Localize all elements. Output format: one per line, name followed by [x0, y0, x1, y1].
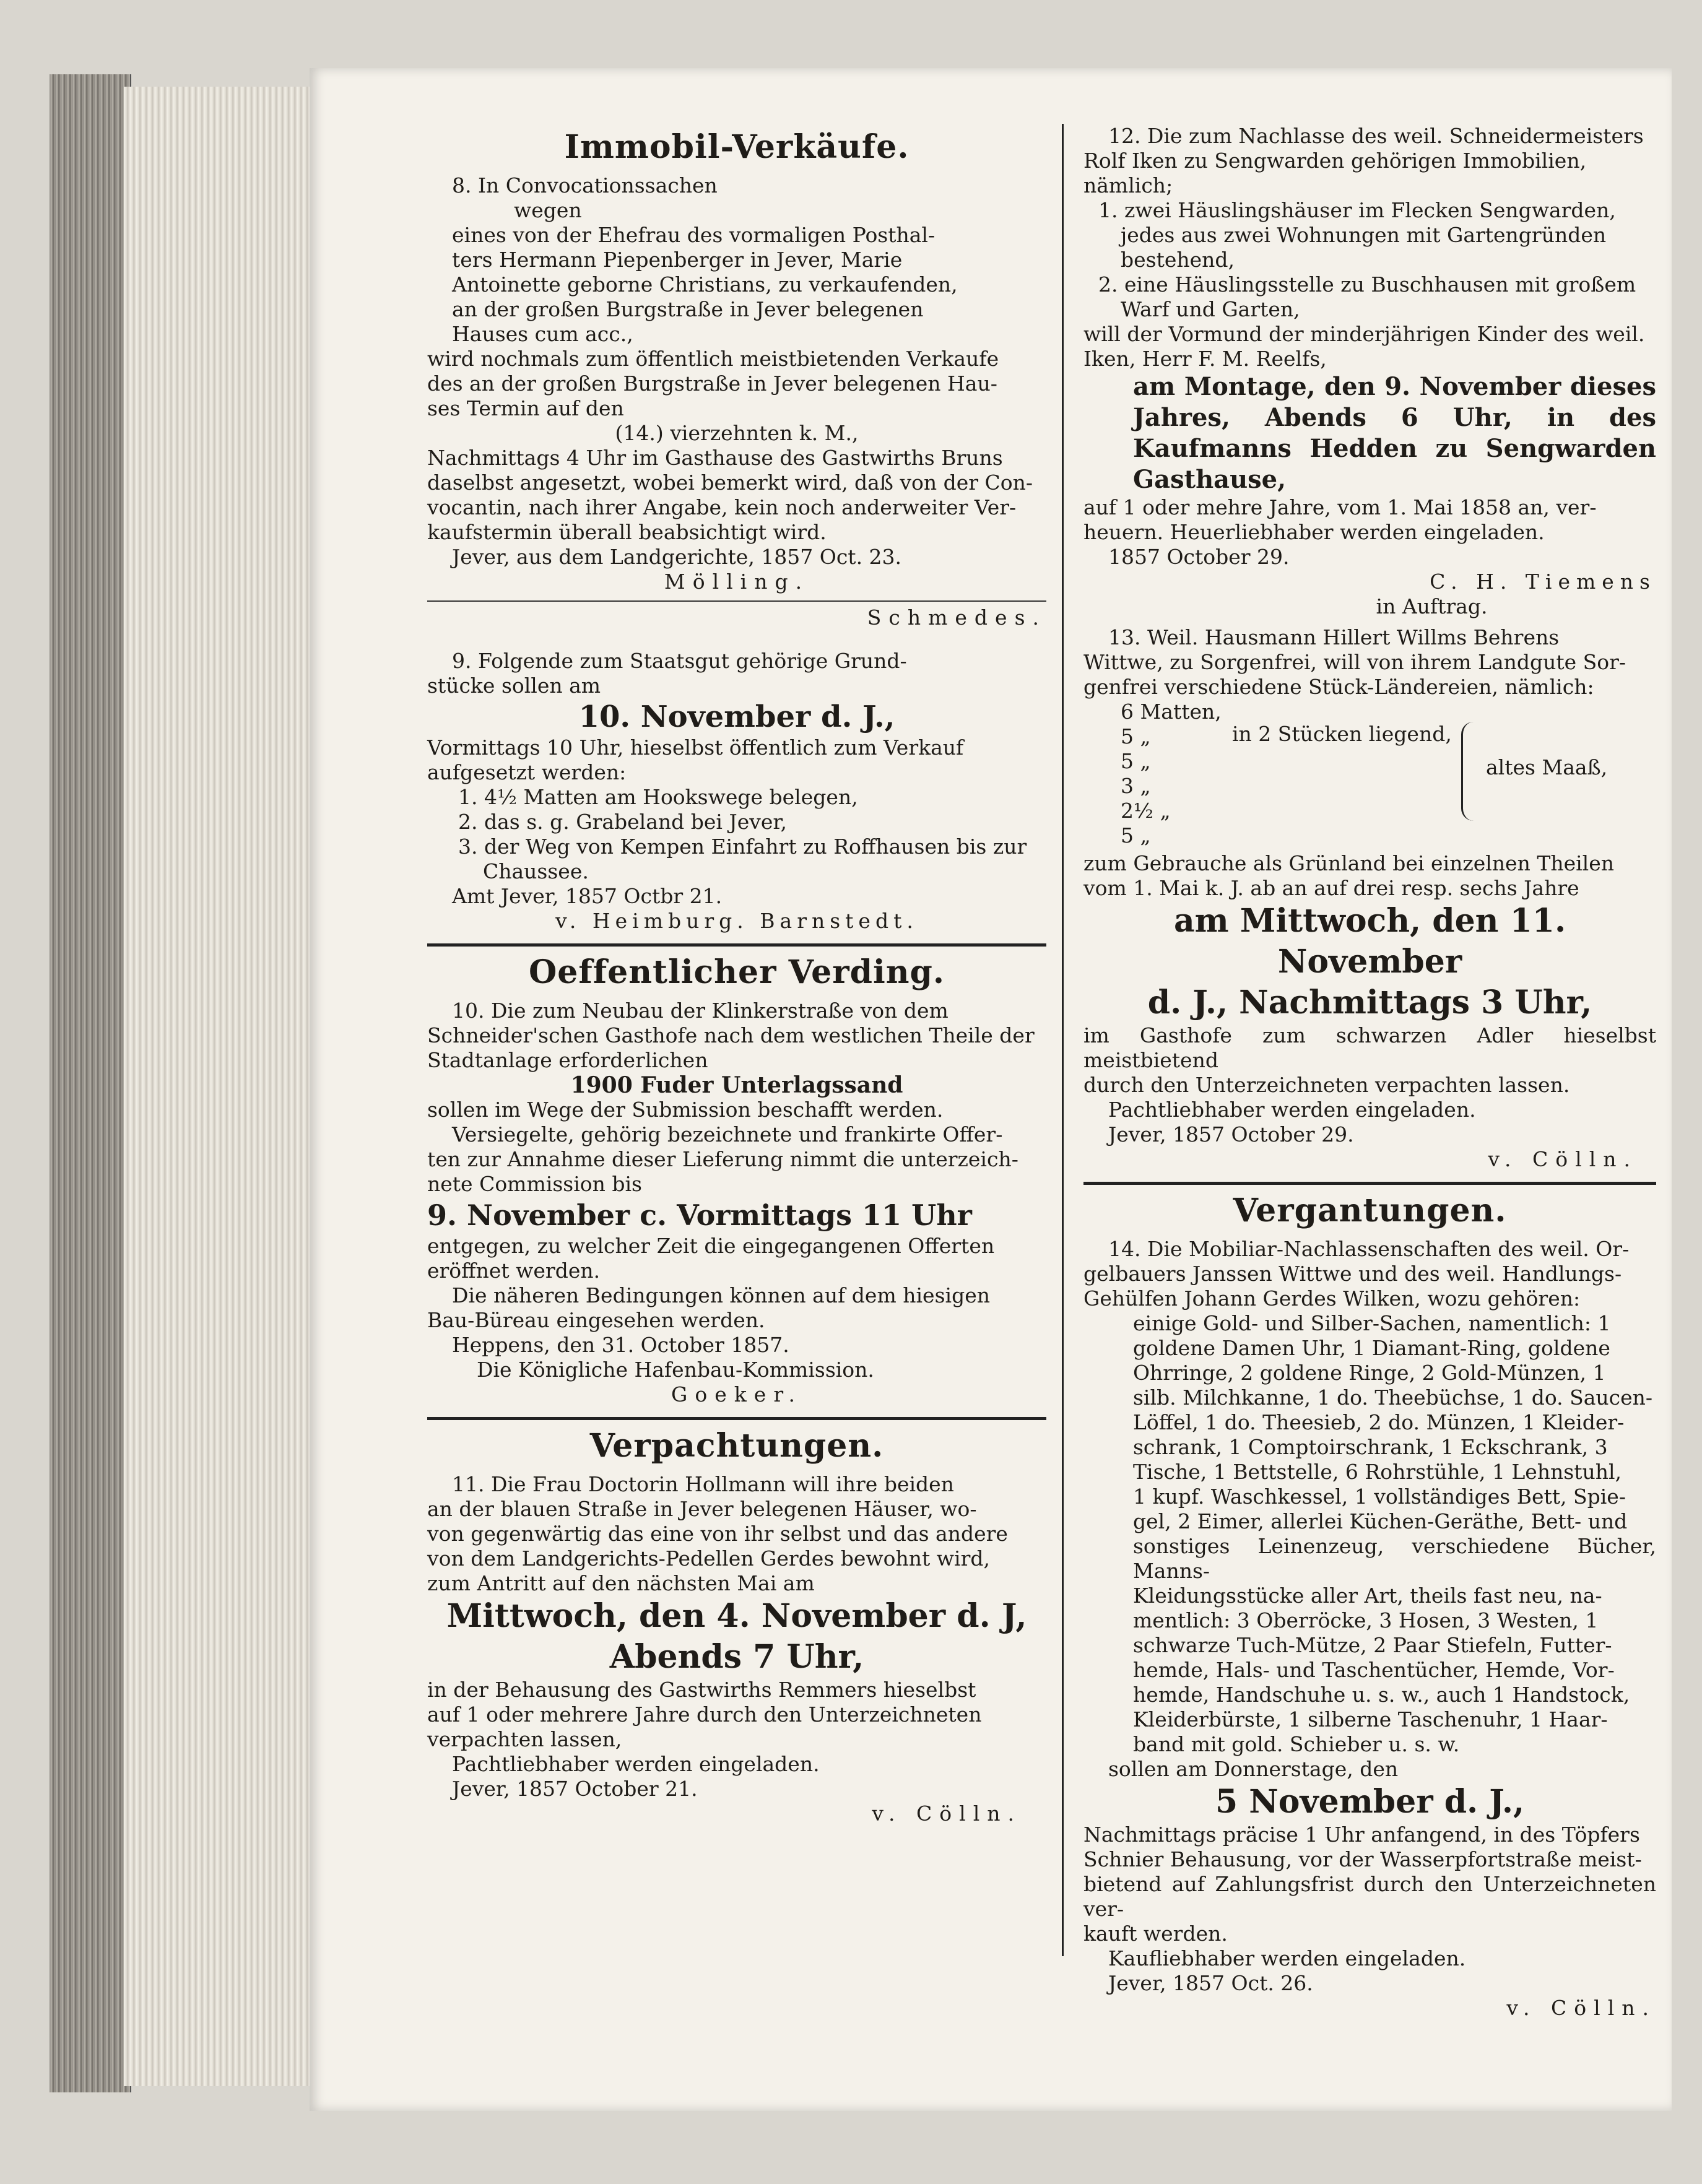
- ad-10-line: eröffnet werden.: [427, 1259, 601, 1283]
- ad-8-place: Jever, aus dem Landgerichte, 1857 Oct. 23.: [452, 545, 902, 569]
- ad-14-line: Schnier Behausung, vor der Wasserpfortstraße meist-: [1083, 1847, 1642, 1871]
- ad-13-line: genfrei verschiedene Stück-Ländereien, nämlich:: [1083, 675, 1594, 699]
- ad-9-date: 10. November d. J.,: [578, 700, 895, 734]
- ad-10-place: Heppens, den 31. October 1857.: [452, 1333, 789, 1357]
- ad-14-line: Kleiderbürste, 1 silberne Taschenuhr, 1 Haar-: [1133, 1707, 1608, 1731]
- ad-13-place: Jever, 1857 October 29.: [1108, 1122, 1354, 1146]
- ad-14-date: 5 November d. J.,: [1215, 1783, 1525, 1821]
- ad-11-line: auf 1 oder mehrere Jahre durch den Unterzeichneten: [427, 1702, 982, 1727]
- ad-9-line: aufgesetzt werden:: [427, 760, 627, 784]
- ad-11-line: zum Antritt auf den nächsten Mai am: [427, 1571, 815, 1595]
- ad-13-parcel: 2½ „: [1121, 799, 1171, 823]
- left-column: [427, 124, 1046, 1826]
- ad-9-line: stücke sollen am: [427, 674, 601, 698]
- ad-8-line: Nachmittags 4 Uhr im Gasthause des Gastwirths Bruns: [427, 446, 1003, 470]
- ad-8-line: daselbst angesetzt, wobei bemerkt wird, daß von der Con-: [427, 470, 1033, 495]
- ad-14-place: Jever, 1857 Oct. 26.: [1108, 1971, 1313, 1995]
- section-rule: [1083, 1182, 1656, 1185]
- ad-14-line: band mit gold. Schieber u. s. w.: [1133, 1732, 1460, 1756]
- ad-14-line: hemde, Hals- und Taschentücher, Hemde, Vor-: [1133, 1658, 1615, 1682]
- ad-8-line: Hauses cum acc.,: [452, 322, 633, 346]
- ad-14-line: schwarze Tuch-Mütze, 2 Paar Stiefeln, Futter-: [1133, 1633, 1612, 1657]
- brace: [1461, 722, 1477, 821]
- ad-12-item: 2. eine Häuslingsstelle zu Buschhausen mit großem Warf und Garten,: [1098, 272, 1636, 321]
- ad-13-parcel: 5 „: [1121, 724, 1151, 748]
- book-spine: [50, 74, 131, 2092]
- ad-14-line: Löffel, 1 do. Theesieb, 2 do. Münzen, 1 Kleider-: [1133, 1410, 1625, 1434]
- ad-11-signature: v. Cölln.: [872, 1801, 1022, 1826]
- ad-12-place: 1857 October 29.: [1108, 545, 1290, 569]
- ad-14-line: goldene Damen Uhr, 1 Diamant-Ring, goldene: [1133, 1336, 1610, 1360]
- ad-13-parcel: 5 „: [1121, 823, 1151, 847]
- ad-10-line: Versiegelte, gehörig bezeichnete und frankirte Offer-: [452, 1122, 1003, 1146]
- ad-10-line: 10. Die zum Neubau der Klinkerstraße von dem: [452, 999, 949, 1023]
- ad-13-line: Wittwe, zu Sorgenfrei, will von ihrem Landgute Sor-: [1083, 650, 1626, 674]
- ad-9: [427, 649, 1046, 934]
- ad-14-line: einige Gold- und Silber-Sachen, namentlich: 1: [1133, 1311, 1611, 1335]
- ad-14: [1083, 1237, 1656, 2021]
- ad-13-line: im Gasthofe zum schwarzen Adler hieselbst meistbietend: [1083, 1023, 1656, 1072]
- ad-12-line: auf 1 oder mehre Jahre, vom 1. Mai 1858 an, ver-: [1083, 495, 1597, 519]
- ad-10-line: Bau-Büreau eingesehen werden.: [427, 1308, 765, 1332]
- ad-13-parcel-list: [1083, 700, 1656, 851]
- ad-13-line: 13. Weil. Hausmann Hillert Willms Behrens: [1108, 625, 1560, 649]
- ad-9-line: Vormittags 10 Uhr, hieselbst öffentlich zum Verkauf: [427, 735, 964, 760]
- ad-14-signature: v. Cölln.: [1506, 1996, 1656, 2020]
- ad-12-item: 1. zwei Häuslingshäuser im Flecken Sengwarden, jedes aus zwei Wohnungen mit Gartengründen bestehend,: [1098, 198, 1616, 272]
- section-rule: [427, 943, 1046, 947]
- ad-14-line: sonstiges Leinenzeug, verschiedene Bücher, Manns-: [1133, 1534, 1656, 1583]
- ad-12-line: Rolf Iken zu Sengwarden gehörigen Immobilien,: [1083, 149, 1587, 173]
- ad-11-line: in der Behausung des Gastwirths Remmers hieselbst: [427, 1678, 976, 1702]
- newspaper-page: [310, 68, 1672, 2111]
- ad-9-item: 2. das s. g. Grabeland bei Jever,: [458, 810, 788, 834]
- ad-8: [427, 173, 1046, 630]
- ad-14-line: 1 kupf. Waschkessel, 1 vollständiges Bett, Spie-: [1133, 1484, 1626, 1509]
- ad-12-line: heuern. Heuerliebhaber werden eingeladen.: [1083, 520, 1545, 544]
- ad-12-signature-2: in Auftrag.: [1376, 594, 1488, 618]
- ad-13-time: d. J., Nachmittags 3 Uhr,: [1147, 984, 1592, 1021]
- ad-12-line: 12. Die zum Nachlasse des weil. Schneidermeisters: [1108, 124, 1644, 148]
- ad-11-line: verpachten lassen,: [427, 1727, 622, 1751]
- ad-11-date: Mittwoch, den 4. November d. J,: [446, 1597, 1027, 1635]
- ad-12-line: will der Vormund der minderjährigen Kinder des weil.: [1083, 322, 1645, 346]
- ad-13-parcel: 5 „: [1121, 749, 1151, 773]
- ad-11-line: Pachtliebhaber werden eingeladen.: [452, 1752, 820, 1776]
- ad-8-line: des an der großen Burgstraße in Jever belegenen Hau-: [427, 371, 997, 396]
- ad-10: [427, 999, 1046, 1407]
- ad-8-line: wird nochmals zum öffentlich meistbietenden Verkaufe: [427, 347, 999, 371]
- ad-8-wegen: wegen: [514, 198, 582, 222]
- ad-8-line: eines von der Ehefrau des vormaligen Posthal-: [452, 223, 936, 247]
- ad-14-line: Nachmittags präcise 1 Uhr anfangend, in des Töpfers: [1083, 1822, 1640, 1847]
- ad-10-line: Stadtanlage erforderlichen: [427, 1048, 708, 1072]
- ad-8-line: ters Hermann Piepenberger in Jever, Marie: [452, 248, 903, 272]
- ad-12-signature: C. H. Tiemens: [1430, 570, 1656, 594]
- ad-9-item: 3. der Weg von Kempen Einfahrt zu Roffhausen bis zur Chaussee.: [458, 834, 1027, 883]
- ad-9-place: Amt Jever, 1857 Octbr 21.: [452, 884, 723, 908]
- ad-13-line: zum Gebrauche als Grünland bei einzelnen Theilen: [1083, 851, 1615, 875]
- ad-13-measure-note: altes Maaß,: [1486, 755, 1608, 779]
- ad-14-line: gel, 2 Eimer, allerlei Küchen-Geräthe, Bett- und: [1133, 1509, 1628, 1533]
- ad-14-line: silb. Milchkanne, 1 do. Theebüchse, 1 do. Saucen-: [1133, 1385, 1653, 1410]
- ad-10-signature: Goeker.: [671, 1382, 802, 1406]
- ad-8-line: an der großen Burgstraße in Jever belegenen: [452, 297, 924, 321]
- right-column: [1083, 124, 1656, 2021]
- section-rule: [427, 1417, 1046, 1420]
- ad-14-line: hemde, Handschuhe u. s. w., auch 1 Handstock,: [1133, 1683, 1630, 1707]
- ad-14-line: Gehülfen Johann Gerdes Wilken, wozu gehören:: [1083, 1286, 1581, 1311]
- ad-14-line: Kaufliebhaber werden eingeladen.: [1108, 1946, 1466, 1970]
- ad-14-line: Ohrringe, 2 goldene Ringe, 2 Gold-Münzen, 1: [1133, 1361, 1606, 1385]
- ad-14-line: gelbauers Janssen Wittwe und des weil. Handlungs-: [1083, 1262, 1622, 1286]
- ad-12: [1083, 124, 1656, 619]
- ad-8-line: Antoinette geborne Christians, zu verkaufenden,: [452, 272, 958, 297]
- ad-13-parcel: 3 „: [1121, 774, 1151, 798]
- ad-13: [1083, 625, 1656, 1172]
- ad-11-place: Jever, 1857 October 21.: [452, 1777, 698, 1801]
- ad-8-line: vocantin, nach ihrer Angabe, kein noch anderweiter Ver-: [427, 495, 1017, 519]
- ad-9-item: 1. 4½ Matten am Hookswege belegen,: [458, 785, 858, 809]
- section-title-verpachtungen: Verpachtungen.: [589, 1427, 884, 1465]
- ad-13-line: Pachtliebhaber werden eingeladen.: [1108, 1098, 1476, 1122]
- ad-12-line: Iken, Herr F. M. Reelfs,: [1083, 347, 1327, 371]
- ad-13-date: am Mittwoch, den 11. November: [1173, 902, 1566, 981]
- ad-9-signature: v. Heimburg. Barnstedt.: [555, 909, 918, 933]
- ad-13-pieces-note: in 2 Stücken liegend,: [1232, 722, 1452, 746]
- ad-11-line: 11. Die Frau Doctorin Hollmann will ihre beiden: [452, 1472, 954, 1496]
- ad-8-line: ses Termin auf den: [427, 396, 624, 420]
- ad-14-line: Tische, 1 Bettstelle, 6 Rohrstühle, 1 Lehnstuhl,: [1133, 1460, 1622, 1484]
- ad-8-signature: Mölling.: [664, 570, 810, 594]
- ad-12-line: nämlich;: [1083, 173, 1173, 197]
- ad-10-line: ten zur Annahme dieser Lieferung nimmt die unterzeich-: [427, 1147, 1018, 1171]
- ad-8-date: (14.) vierzehnten k. M.,: [615, 421, 859, 445]
- ad-11-line: von gegenwärtig das eine von ihr selbst und das andere: [427, 1522, 1008, 1546]
- ad-13-line: durch den Unterzeichneten verpachten lassen.: [1083, 1073, 1570, 1097]
- ad-13-parcel: 6 Matten,: [1121, 700, 1222, 724]
- ad-14-line: sollen am Donnerstage, den: [1108, 1757, 1399, 1781]
- ad-14-line: bietend auf Zahlungsfrist durch den Unterzeichneten ver-: [1083, 1872, 1656, 1921]
- ad-10-line: entgegen, zu welcher Zeit die eingegangenen Offerten: [427, 1234, 995, 1258]
- ad-10-line: Schneider'schen Gasthofe nach dem westlichen Theile der: [427, 1023, 1035, 1047]
- ad-12-date: am Montage, den 9. November dieses Jahres, Abends 6 Uhr, in des Kaufmanns Hedden zu Sengwarden Gasthause,: [1133, 372, 1656, 494]
- ad-13-line: vom 1. Mai k. J. ab an auf drei resp. sechs Jahre: [1083, 876, 1579, 900]
- ad-10-line: Die näheren Bedingungen können auf dem hiesigen: [452, 1283, 990, 1307]
- signature-rule: [427, 600, 1046, 602]
- section-title-immobil: Immobil-Verkäufe.: [564, 128, 910, 166]
- ad-10-quantity: 1900 Fuder Unterlagssand: [570, 1072, 903, 1098]
- ad-8-signature-2: Schmedes.: [867, 605, 1046, 630]
- ad-10-line: nete Commission bis: [427, 1172, 642, 1196]
- ad-10-date: 9. November c. Vormittags 11 Uhr: [427, 1198, 972, 1232]
- ad-14-line: 14. Die Mobiliar-Nachlassenschaften des weil. Or-: [1108, 1237, 1630, 1261]
- ad-10-line: sollen im Wege der Submission beschafft werden.: [427, 1098, 944, 1122]
- column-divider: [1062, 124, 1064, 1956]
- ad-11-line: an der blauen Straße in Jever belegenen Häuser, wo-: [427, 1497, 977, 1521]
- section-title-vergantungen: Vergantungen.: [1233, 1192, 1507, 1229]
- ad-11-line: von dem Landgerichts-Pedellen Gerdes bewohnt wird,: [427, 1546, 990, 1571]
- ad-14-line: schrank, 1 Comptoirschrank, 1 Eckschrank, 3: [1133, 1435, 1608, 1459]
- ad-9-line: 9. Folgende zum Staatsgut gehörige Grund-: [452, 649, 907, 673]
- ad-14-line: Kleidungsstücke aller Art, theils fast neu, na-: [1133, 1584, 1602, 1608]
- page-edges: [124, 87, 322, 2086]
- ad-11-time: Abends 7 Uhr,: [609, 1638, 864, 1676]
- ad-11: [427, 1472, 1046, 1826]
- ad-8-line: kaufstermin überall beabsichtigt wird.: [427, 520, 827, 544]
- ad-14-line: kauft werden.: [1083, 1922, 1228, 1946]
- ad-10-authority: Die Königliche Hafenbau-Kommission.: [477, 1358, 874, 1382]
- section-title-verding: Oeffentlicher Verding.: [528, 953, 945, 991]
- ad-8-head: 8. In Convocationssachen: [452, 173, 718, 197]
- ad-13-signature: v. Cölln.: [1488, 1147, 1638, 1171]
- ad-14-line: mentlich: 3 Oberröcke, 3 Hosen, 3 Westen, 1: [1133, 1608, 1599, 1632]
